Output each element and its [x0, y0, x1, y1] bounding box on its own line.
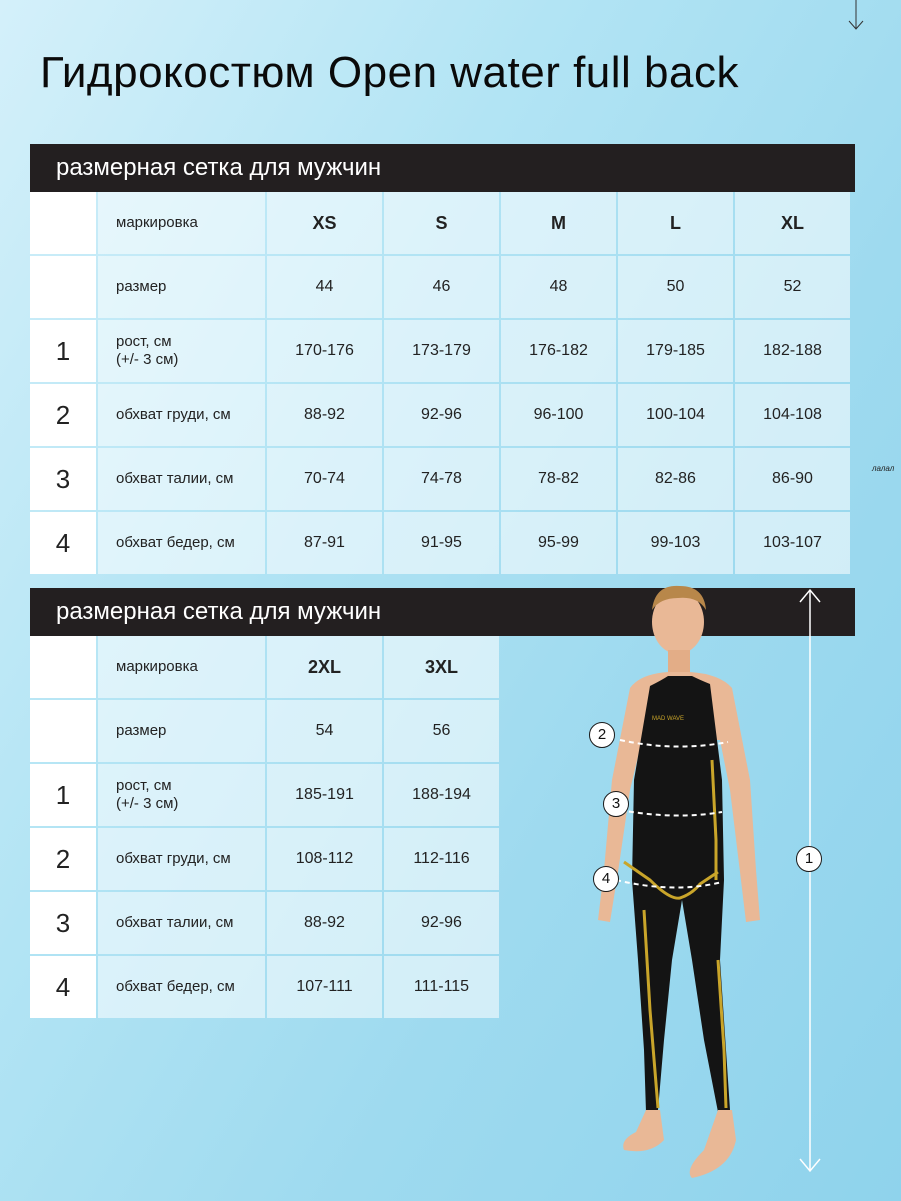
row-number: 4 — [30, 512, 96, 574]
row-number: 2 — [30, 828, 96, 890]
chest-marker: 2 — [589, 722, 615, 748]
table-cell: 103-107 — [735, 512, 850, 574]
size-code-cell: M — [501, 192, 616, 254]
row-label: рост, см (+/- 3 см) — [98, 764, 265, 826]
table-row — [30, 448, 850, 510]
table-cell: 107-111 — [267, 956, 382, 1018]
size-code-cell: XS — [267, 192, 382, 254]
row-number: 1 — [30, 764, 96, 826]
table-row — [30, 256, 850, 318]
table-cell: 92-96 — [384, 384, 499, 446]
table-row — [30, 956, 499, 1018]
size-code-cell: 3XL — [384, 636, 499, 698]
table-cell: 78-82 — [501, 448, 616, 510]
arrow-down-icon — [846, 0, 866, 32]
table-cell: 44 — [267, 256, 382, 318]
row-label: маркировка — [98, 192, 265, 254]
row-label: обхват талии, см — [98, 448, 265, 510]
table-cell: 95-99 — [501, 512, 616, 574]
hips-marker: 4 — [593, 866, 619, 892]
table-row — [30, 892, 499, 954]
table-cell: 176-182 — [501, 320, 616, 382]
table-cell: 112-116 — [384, 828, 499, 890]
table-cell: 182-188 — [735, 320, 850, 382]
row-number: 1 — [30, 320, 96, 382]
table-cell: 54 — [267, 700, 382, 762]
table-row — [30, 700, 499, 762]
size-code-cell: XL — [735, 192, 850, 254]
table-cell: 188-194 — [384, 764, 499, 826]
size-code-cell: L — [618, 192, 733, 254]
height-arrow-icon — [790, 588, 830, 1173]
table-cell: 48 — [501, 256, 616, 318]
table-cell: 179-185 — [618, 320, 733, 382]
size-code-cell: 2XL — [267, 636, 382, 698]
row-number — [30, 636, 96, 698]
table-cell: 88-92 — [267, 384, 382, 446]
table-cell: 74-78 — [384, 448, 499, 510]
table-cell: 108-112 — [267, 828, 382, 890]
size-chart-heading-2: размерная сетка для мужчин — [30, 588, 855, 636]
table-row — [30, 512, 850, 574]
table-cell: 173-179 — [384, 320, 499, 382]
table-cell: 185-191 — [267, 764, 382, 826]
size-chart-heading-1: размерная сетка для мужчин — [30, 144, 855, 192]
table-cell: 70-74 — [267, 448, 382, 510]
row-number — [30, 192, 96, 254]
table-cell: 91-95 — [384, 512, 499, 574]
row-number — [30, 256, 96, 318]
size-table-2 — [28, 634, 501, 1020]
row-label: размер — [98, 700, 265, 762]
suit-brand-logo: MAD WAVE — [652, 716, 685, 722]
table-cell: 104-108 — [735, 384, 850, 446]
table-row — [30, 320, 850, 382]
row-label: обхват бедер, см — [98, 956, 265, 1018]
table-cell: 46 — [384, 256, 499, 318]
table-cell: 86-90 — [735, 448, 850, 510]
table-row — [30, 828, 499, 890]
waist-marker: 3 — [603, 791, 629, 817]
table-cell: 50 — [618, 256, 733, 318]
table-cell: 88-92 — [267, 892, 382, 954]
table-cell: 56 — [384, 700, 499, 762]
table-row — [30, 636, 499, 698]
table-row — [30, 192, 850, 254]
size-table-1 — [28, 190, 852, 576]
row-number: 4 — [30, 956, 96, 1018]
row-label: обхват бедер, см — [98, 512, 265, 574]
table-cell: 170-176 — [267, 320, 382, 382]
row-number: 2 — [30, 384, 96, 446]
row-label: обхват груди, см — [98, 384, 265, 446]
row-label: обхват талии, см — [98, 892, 265, 954]
table-cell: 92-96 — [384, 892, 499, 954]
table-cell: 87-91 — [267, 512, 382, 574]
table-cell: 96-100 — [501, 384, 616, 446]
row-label: размер — [98, 256, 265, 318]
page-title: Гидрокостюм Open water full back — [40, 48, 739, 97]
row-number: 3 — [30, 448, 96, 510]
table-cell: 52 — [735, 256, 850, 318]
size-code-cell: S — [384, 192, 499, 254]
row-number — [30, 700, 96, 762]
table-cell: 111-115 — [384, 956, 499, 1018]
row-label: обхват груди, см — [98, 828, 265, 890]
table-row — [30, 764, 499, 826]
table-row — [30, 384, 850, 446]
row-number: 3 — [30, 892, 96, 954]
side-note: лалал — [872, 464, 895, 473]
table-cell: 99-103 — [618, 512, 733, 574]
row-label: рост, см (+/- 3 см) — [98, 320, 265, 382]
table-cell: 82-86 — [618, 448, 733, 510]
height-marker: 1 — [796, 846, 822, 872]
row-label: маркировка — [98, 636, 265, 698]
table-cell: 100-104 — [618, 384, 733, 446]
